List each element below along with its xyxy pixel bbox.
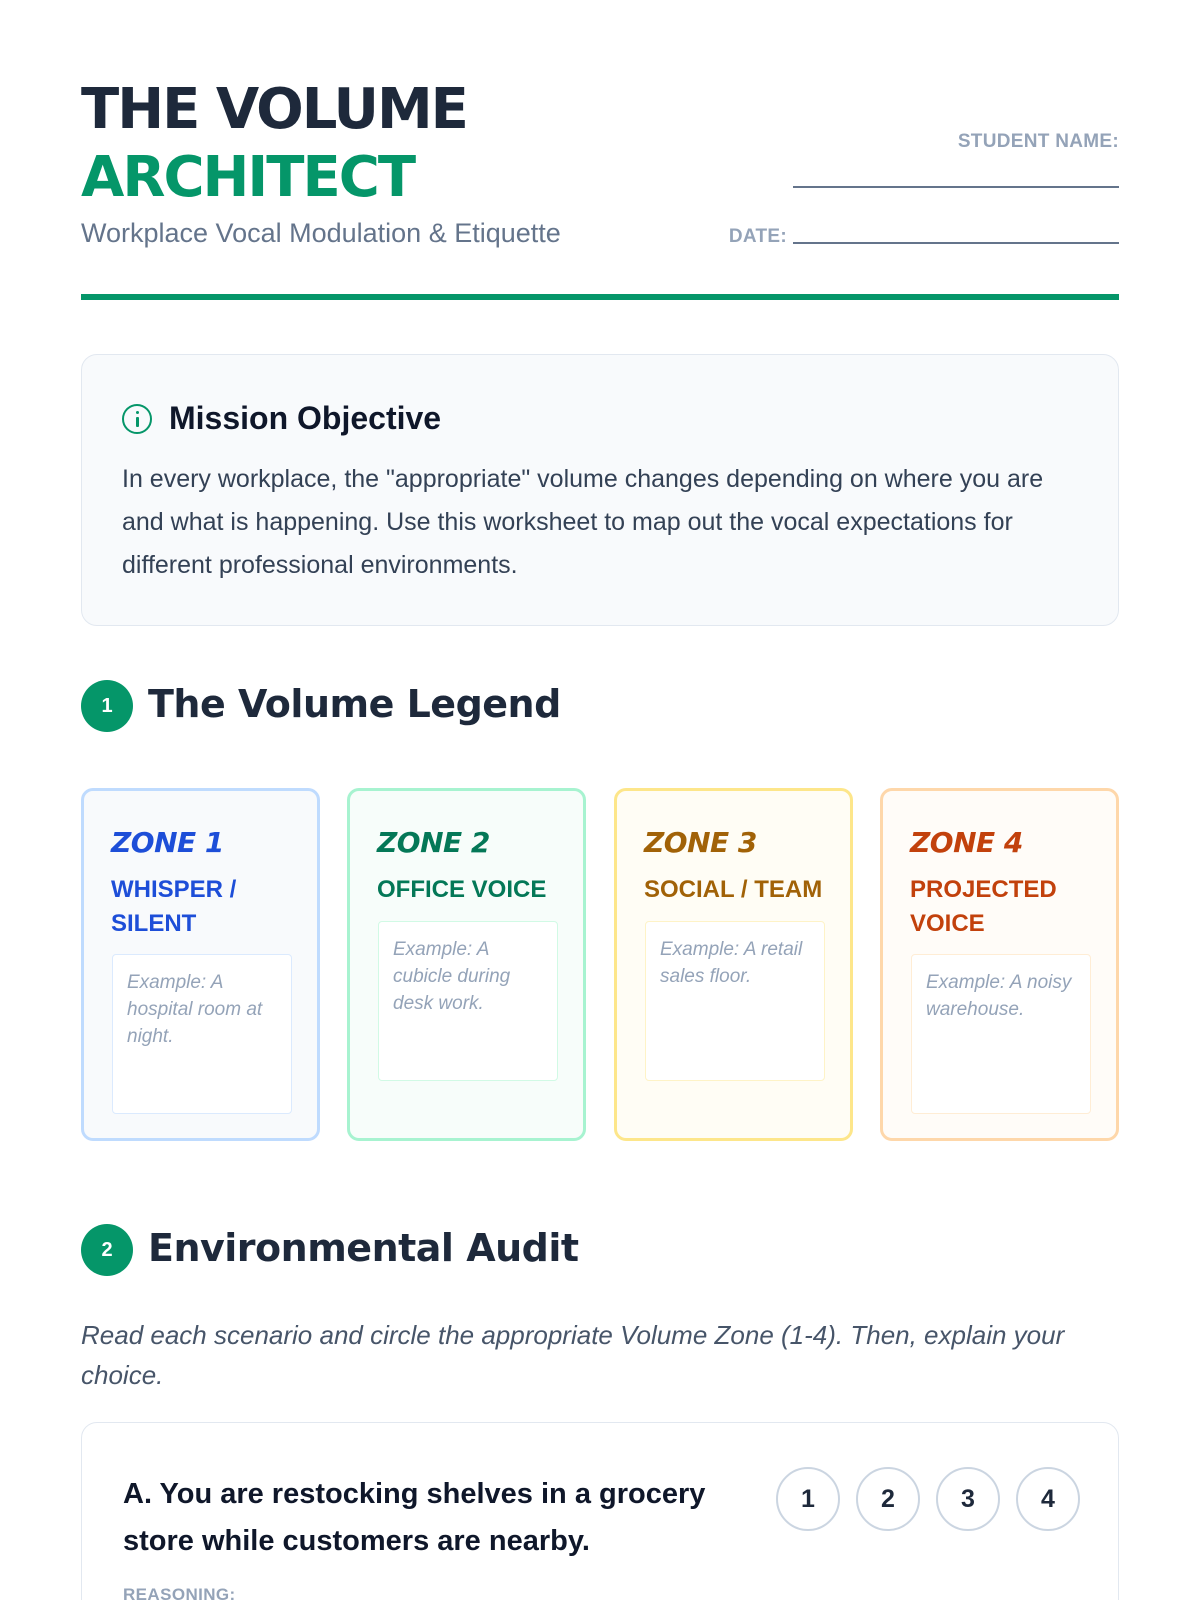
audit-instructions: Read each scenario and circle the appropriate Volume Zone (1-4). Then, explain your choice. — [81, 1320, 1065, 1390]
zone-name: SOCIAL / TEAM — [644, 876, 823, 903]
mission-title: Mission Objective — [169, 400, 442, 436]
zone-card-2 — [347, 788, 586, 1141]
section-1-title: The Volume Legend — [148, 682, 561, 726]
zone-name: OFFICE VOICE — [377, 876, 547, 903]
zone-example: Example: A cubicle during desk work. — [378, 921, 558, 1081]
info-icon — [122, 404, 152, 434]
zone-card-1 — [81, 788, 320, 1141]
student-name-field[interactable] — [793, 186, 1119, 188]
zone-example: Example: A hospital room at night. — [112, 954, 292, 1114]
zone-option-3[interactable]: 3 — [936, 1467, 1000, 1531]
mission-body: In every workplace, the "appropriate" volume changes depending on where you are and what is happening. Use this worksheet to map out the vocal expectations for different professional environments. — [122, 465, 1044, 579]
section-2-title: Environmental Audit — [148, 1226, 579, 1270]
section-2-badge: 2 — [81, 1224, 133, 1276]
volume-legend — [81, 788, 1119, 1141]
header-divider — [81, 294, 1119, 300]
zone-title: ZONE 4 — [910, 826, 1023, 859]
zone-option-2[interactable]: 2 — [856, 1467, 920, 1531]
zone-card-4 — [880, 788, 1119, 1141]
subtitle: Workplace Vocal Modulation & Etiquette — [81, 218, 561, 248]
date-field[interactable] — [793, 242, 1119, 244]
section-1-badge: 1 — [81, 680, 133, 732]
zone-name: WHISPER / SILENT — [111, 876, 237, 937]
worksheet-header — [81, 0, 1119, 300]
worksheet-page — [81, 0, 1119, 1600]
scenario-card-a — [81, 1422, 1119, 1600]
zone-title: ZONE 3 — [644, 826, 757, 859]
zone-option-4[interactable]: 4 — [1016, 1467, 1080, 1531]
zone-example: Example: A noisy warehouse. — [911, 954, 1091, 1114]
zone-option-1[interactable]: 1 — [776, 1467, 840, 1531]
zone-card-3 — [614, 788, 853, 1141]
zone-title: ZONE 1 — [111, 826, 224, 859]
zone-example: Example: A retail sales floor. — [645, 921, 825, 1081]
title-line-1: THE VOLUME — [81, 77, 467, 142]
title-line-2: ARCHITECT — [81, 145, 415, 210]
scenario-text: A. You are restocking shelves in a grocery store while customers are nearby. — [123, 1478, 706, 1557]
student-name-label: STUDENT NAME: — [957, 131, 1119, 152]
zone-title: ZONE 2 — [377, 826, 490, 859]
reasoning-label: REASONING: — [123, 1585, 236, 1600]
zone-name: PROJECTED VOICE — [910, 876, 1057, 937]
date-label: DATE: — [728, 226, 787, 247]
